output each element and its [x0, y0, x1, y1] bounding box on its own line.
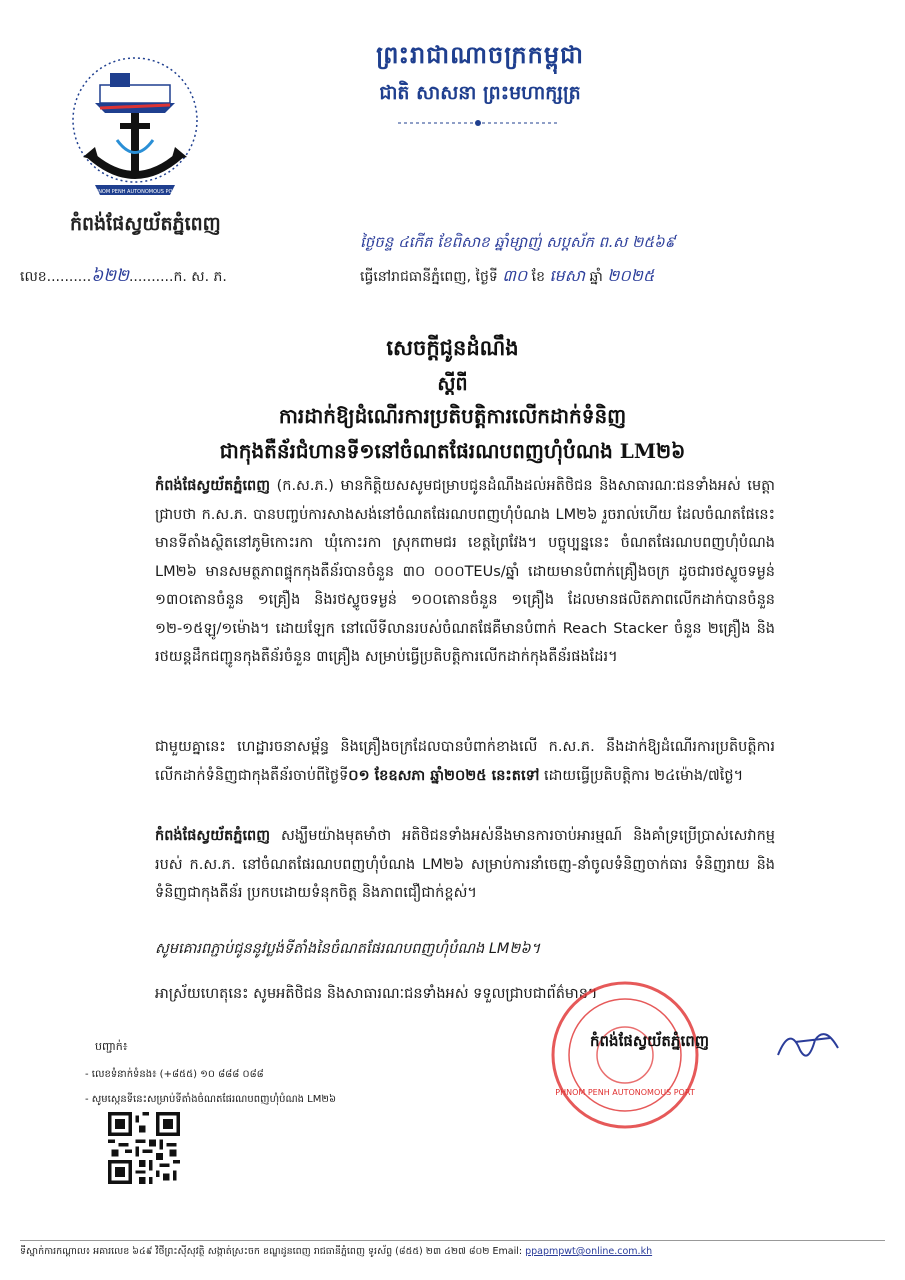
notice-title: សេចក្តីជូនដំណឹង: [386, 335, 519, 360]
paragraph-1-text: (ក.ស.ភ.) មានកិត្តិយសសូមជម្រាបជូនដំណឹងដល់អតិថិជន និងសាធារណៈជនទាំងអស់ មេត្តាជ្រាបថា ក.ស.ភ. បានបញ្ចប់ការសាងសង់នៅចំណតផែរណបពញហុំបំណង LM២៦ រួចរាល់ហើយ ដែលចំណតផែនេះមានទីតាំងស្ថិតនៅភូមិកោះរកា ឃុំកោះរកា ស្រុកពាមជរ ខេត្តព្រៃវែង។ បច្ចុប្បន្ននេះ ចំណតផែរណបពញហុំបំណង LM២៦ មានសមត្ថភាពផ្ទុកកុងតឺន័របានចំនួន ៣០ ០០០TEUs/ឆ្នាំ ដោយមានបំពាក់គ្រឿងចក្រ ដូចជារថស្ទូចទម្ងន់ ១៣០តោនចំនួន ១គ្រឿង និងរថស្ទូចទម្ងន់ ១០០តោនចំនួន ១គ្រឿង ដែលមានផលិតភាពលើកដាក់បានចំនួន ១២-១៥ឡូ/១ម៉ោង។ ដោយឡែក នៅលើទីលានរបស់ចំណតផែគឺមានបំពាក់ Reach Stacker ចំនួន ២គ្រឿង និងរថយន្តដឹកជញ្ជូនកុងតឺន័រចំនួន ៣គ្រឿង សម្រាប់ធ្វើប្រតិបត្តិការលើកដាក់កុងតឺន័រផងដែរ។: [155, 478, 775, 665]
ornament-divider: [398, 118, 558, 128]
qr-code[interactable]: [108, 1112, 180, 1184]
paragraph-3-text: សង្ឃឹមយ៉ាងមុតមាំថា អតិថិជនទាំងអស់នឹងមានការចាប់អារម្មណ៍ និងគាំទ្រប្រើប្រាស់សេវាកម្មរបស់ ក.ស.ភ. នៅចំណតផែរណបពញហុំបំណង LM២៦ សម្រាប់ការនាំចេញ-នាំចូលទំនិញចាក់ធារ ទំនិញរាយ និងទំនិញជាកុងតឺន័រ ប្រកបដោយទំនុកចិត្ត និងភាពជឿជាក់ខ្ពស់។: [155, 828, 775, 901]
port-logo: [55, 45, 215, 205]
paragraph-2-tail: ដោយធ្វើប្រតិបត្តិការ ២៤ម៉ោង/៧ថ្ងៃ។: [539, 767, 744, 784]
year-prefix: ឆ្នាំ: [589, 269, 603, 285]
handwritten-signature: [770, 1020, 845, 1065]
paragraph-2-text: ជាមួយគ្នានេះ ហេដ្ឋារចនាសម្ព័ន្ធ និងគ្រឿងចក្រដែលបានបំពាក់ខាងលើ ក.ស.ភ. នឹងដាក់ឱ្យដំណើរការប្រតិបត្តិការលើកដាក់ទំនិញជាកុងតឺន័រចាប់ពីថ្ងៃទី: [155, 739, 775, 784]
organization-name: កំពង់ផែស្វយ័តភ្នំពេញ: [70, 213, 221, 235]
notes-list: [85, 1062, 336, 1112]
footer-address-text: ទីស្នាក់ការកណ្តាល៖ អគារលេខ ៦៤៩ វិថីព្រះស៊ីសុវត្ថិ សង្កាត់ស្រះចក ខណ្ឌដូនពេញ រាជធានីភ្នំពេញ ទូរស័ព្ទ (៨៥៥) ២៣ ៤២៧ ៨០២ Email:: [20, 1246, 526, 1257]
notice-subject-label: ស្តីពី: [437, 373, 468, 395]
note-scan: - សូមស្កេនទីនេះសម្រាប់ទីតាំងចំណតផែរណបពញហុំបំណង LM២៦: [85, 1094, 337, 1105]
footer-address: [20, 1240, 885, 1259]
date-year: ២០២៥: [607, 266, 655, 285]
logo-text: PHNOM PENH AUTONOMOUS PORT: [91, 189, 179, 195]
solar-date: [360, 265, 654, 289]
lunar-date: ថ្ងៃចន្ទ ៤កើត ខែពិសាខ ឆ្នាំម្សាញ់ សប្តស័ក ព.ស ២៥៦៩: [360, 233, 676, 251]
paragraph-1-org: កំពង់ផែស្វយ័តភ្នំពេញ: [155, 478, 271, 494]
note-contact: - លេខទំនាក់ទំនង៖ (+៨៥៥) ១០ ៨៨៨ ០៨៨: [85, 1069, 264, 1080]
paragraph-1: [155, 472, 775, 672]
reference-handwritten-number: ៦២២: [91, 266, 129, 286]
notice-subject-line2: ជាកុងតឺន័រជំហានទី១នៅចំណតផែរណបពញហុំបំណង LM២៦: [219, 439, 686, 463]
notice-subject-line1: ការដាក់ឱ្យដំណើរការប្រតិបត្តិការលើកដាក់ទំនិញ: [278, 404, 627, 428]
date-day: ៣០: [502, 266, 528, 285]
national-motto: ជាតិ សាសនា ព្រះមហាក្សត្រ: [379, 82, 581, 104]
kingdom-title: ព្រះរាជាណាចក្រកម្ពុជា: [376, 40, 584, 69]
paragraph-3-org: កំពង់ផែស្វយ័តភ្នំពេញ: [155, 828, 271, 844]
kingdom-header: [300, 40, 660, 109]
reference-prefix: លេខ..........: [20, 269, 92, 285]
paragraph-4: សូមគោរពភ្ជាប់ជូននូវប្លង់ទីតាំងនៃចំណតផែរណបពញហុំបំណង LM២៦។: [155, 941, 541, 957]
paragraph-3: [155, 822, 775, 908]
place-prefix: ធ្វើនៅរាជធានីភ្នំពេញ, ថ្ងៃទី: [360, 269, 498, 285]
footer-email-link[interactable]: ppapmpwt@online.com.kh: [525, 1246, 653, 1257]
paragraph-5: អាស្រ័យហេតុនេះ សូមអតិថិជន និងសាធារណៈជនទាំងអស់ ទទួលជ្រាបជាព័ត៌មាន។: [155, 986, 598, 1002]
reference-suffix: ..........ក. ស. ភ.: [128, 269, 227, 285]
reference-number: [20, 265, 227, 290]
month-prefix: ខែ: [531, 269, 546, 285]
paragraph-2: [155, 733, 775, 790]
official-stamp: [540, 975, 740, 1135]
date-month: មេសា: [549, 266, 586, 285]
paragraph-2-date: ០១ ខែឧសភា ឆ្នាំ២០២៥ នេះតទៅ: [348, 767, 540, 784]
notes-heading: បញ្ជាក់៖: [95, 1040, 128, 1053]
stamp-text: PHNOM PENH AUTONOMOUS PORT: [555, 1088, 695, 1097]
signatory-organization: កំពង់ផែស្វយ័តភ្នំពេញ: [590, 1032, 710, 1050]
